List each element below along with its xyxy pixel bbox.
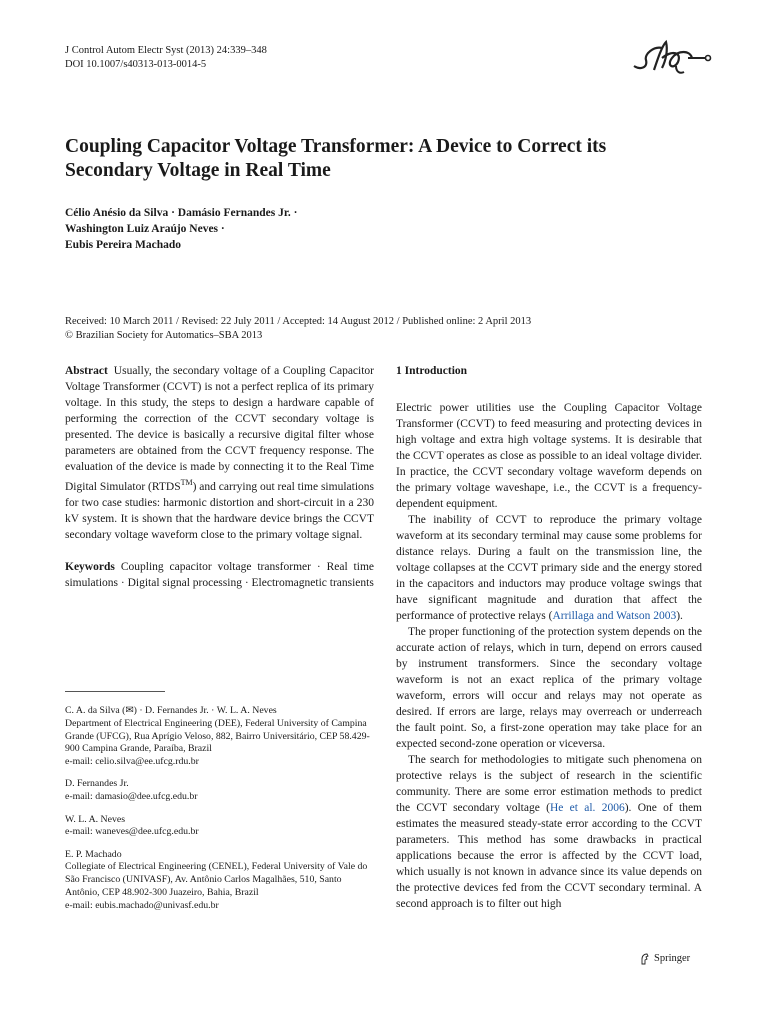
author-list — [65, 205, 485, 253]
doi: DOI 10.1007/s40313-013-0014-5 — [65, 58, 207, 70]
citation-link[interactable]: He et al. 2006 — [549, 802, 625, 814]
abstract-heading: Abstract — [65, 365, 108, 377]
author-line: Célio Anésio da Silva · Damásio Fernandes Jr. · — [65, 207, 298, 219]
journal-citation: J Control Autom Electr Syst (2013) 24:339–348 — [65, 45, 267, 56]
affiliation-block — [65, 778, 375, 804]
sba-logo — [632, 36, 712, 76]
paragraph-text: The search for methodologies to mitigate such phenomena on protective relays is the subject of research in the scientific community. There are some error estimation methods to predict the CCVT secondary voltage ( — [396, 754, 702, 814]
left-column — [65, 363, 374, 591]
keywords — [65, 559, 374, 591]
affiliation-authors: C. A. da Silva (✉) · D. Fernandes Jr. · W. L. A. Neves — [65, 705, 277, 716]
publisher-footer — [640, 952, 690, 966]
publisher-name: Springer — [654, 953, 691, 964]
copyright: © Brazilian Society for Automatics–SBA 2013 — [65, 329, 263, 341]
article-title: Coupling Capacitor Voltage Transformer: A Device to Correct its Secondary Voltage in Real Time — [65, 136, 607, 181]
springer-horse-icon — [640, 953, 650, 965]
paragraph-text: ). — [676, 610, 683, 622]
affiliation-block — [65, 849, 375, 913]
publication-history — [65, 315, 705, 342]
affiliation-block — [65, 814, 375, 840]
affiliation-address: Collegiate of Electrical Engineering (CENEL), Federal University of Vale do São Francisco (UNIVASF), Av. Antônio Carlos Magalhães, 510, Santo Antônio, CEP 48.902-300 Juazeiro, Bahia, Brazil — [65, 861, 368, 899]
author-line: Eubis Pereira Machado — [65, 239, 182, 251]
affiliation-email[interactable]: e-mail: waneves@dee.ufcg.edu.br — [65, 826, 199, 838]
intro-paragraph-3: The proper functioning of the protection system depends on the accurate action of relays, which in turn, depend on errors caused by instrument transformers. Since the secondary voltage waveform is not an exact replica of the primary voltage waveform, errors will occur and relays may not operate as desired. If errors are large, relays may overreach or underreach the fault point. So, a first-zone operation may take place for an expected second-zone operation or viceversa. — [396, 626, 702, 750]
affiliation-email[interactable]: e-mail: celio.silva@ee.ufcg.rdu.br — [65, 756, 199, 768]
affiliation-email[interactable]: e-mail: damasio@dee.ufcg.edu.br — [65, 791, 198, 803]
citation-link[interactable]: Arrillaga and Watson 2003 — [552, 610, 677, 622]
abstract-text-1: Usually, the secondary voltage of a Coupling Capacitor Voltage Transformer (CCVT) is not a perfect replica of its primary voltage. In this study, the steps to design a hardware capable of performing the correction of the CCVT secondary voltage is presented. The device is basically a recursive digital filter whose parameters are obtained from the CCVT frequency response. The evaluation of the device is made by connecting it to the Real Time Digital Simulator (RTDS — [65, 365, 374, 493]
affiliation-authors: E. P. Machado — [65, 848, 122, 860]
affiliation-email[interactable]: e-mail: eubis.machado@univasf.edu.br — [65, 899, 219, 911]
affiliation-address: Department of Electrical Engineering (DEE), Federal University of Campina Grande (UFCG), Rua Aprígio Veloso, 882, Bairro Universitário, CEP 58.429-900 Campina Grande, Paraíba, Brazil — [65, 717, 370, 755]
section-heading: 1 Introduction — [396, 365, 468, 377]
history-dates: Received: 10 March 2011 / Revised: 22 July 2011 / Accepted: 14 August 2012 / Published online: 2 April 2013 — [65, 316, 532, 327]
keywords-text: Coupling capacitor voltage transformer · Real time simulations · Digital signal processing · Electromagnetic transients — [65, 560, 374, 589]
abstract — [65, 363, 374, 543]
paragraph-text: The inability of CCVT to reproduce the primary voltage waveform at its secondary terminal may cause some problems for distance relays. During a fault on the transmission line, the voltage collapses at the CCVT primary side and the energy stored in the capacitors and inductors may produce voltage swings that have significant magnitude and duration that affect the performance of protective relays ( — [396, 514, 702, 622]
affiliation-authors: D. Fernandes Jr. — [65, 778, 129, 790]
trademark: TM — [180, 478, 193, 487]
journal-info — [65, 44, 267, 71]
intro-paragraph-4 — [396, 752, 702, 912]
right-column — [396, 363, 702, 912]
abstract-text-2: ) and carrying out real time simulations for two case studies: harmonic distortion and short-circuit in a 230 kV system. It is shown that the hardware device brings the CCVT secondary voltage waveform close to the primary voltage signal. — [65, 480, 374, 541]
paragraph-text: ). One of them estimates the measured steady-state error according to the CCVT parameters. This method has some drawbacks in practical applications because the error is affected by the CCVT load, which usually is not known in advance since its value depends on the protective devices fed from the CCVT secondary terminal. A second approach is to filter out high — [396, 802, 702, 910]
affiliation-block — [65, 705, 375, 769]
footnote-divider — [65, 691, 165, 692]
intro-paragraph-2 — [396, 512, 702, 624]
intro-paragraph-1: Electric power utilities use the Coupling Capacitor Voltage Transformer (CCVT) to feed measuring and protecting devices in high voltage and extra high voltage systems. It is desirable that the CCVT operates as close as possible to an ideal voltage divider. In practice, the CCVT secondary voltage waveform depends on the primary voltage waveshape, i.e., the CCVT is a frequency-dependent equipment. — [396, 402, 702, 510]
keywords-heading: Keywords — [65, 560, 115, 573]
author-line: Washington Luiz Araújo Neves · — [65, 223, 225, 235]
affiliations — [65, 705, 375, 922]
affiliation-authors: W. L. A. Neves — [65, 813, 126, 825]
